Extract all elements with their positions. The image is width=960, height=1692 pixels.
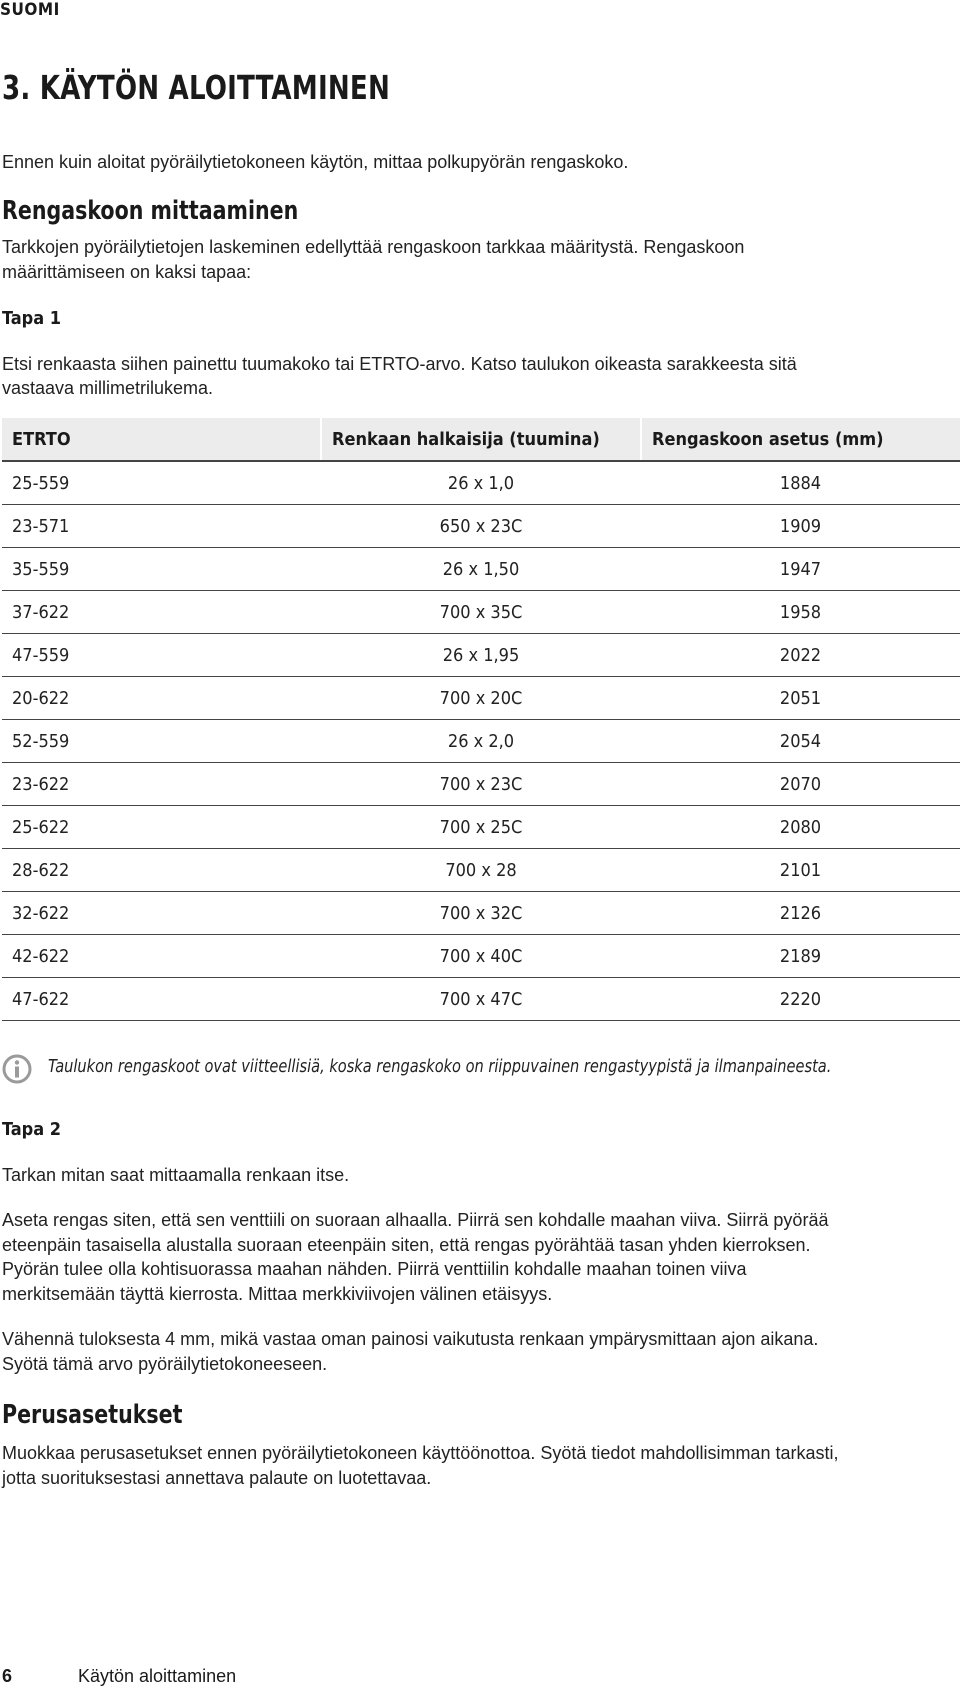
table-row [2,505,960,548]
table-header-row [2,418,960,461]
setting-cell: 1958 [641,591,960,634]
etrto-cell: 32-622 [2,892,321,935]
etrto-cell: 52-559 [2,720,321,763]
diameter-cell: 700 x 40C [321,935,641,978]
setting-cell: 2220 [641,978,960,1021]
diameter-cell: 26 x 1,95 [321,634,641,677]
diameter-cell: 26 x 1,50 [321,548,641,591]
etrto-cell: 23-571 [2,505,321,548]
table-row [2,548,960,591]
table-row [2,892,960,935]
method2-paragraph-line: Pyörän tulee olla kohtisuorassa maahan nähden. Piirrä venttiilin kohdalle maahan toinen viiva [2,1259,747,1279]
diameter-cell: 700 x 28 [321,849,641,892]
setting-cell: 1884 [641,461,960,505]
method2-paragraph-line: eteenpäin tasaisella alustalla suoraan eteenpäin siten, että rengas pyörähtää tasan yhden kierroksen. [2,1235,811,1255]
setting-cell: 2101 [641,849,960,892]
table-row [2,677,960,720]
method2-paragraph-line: Syötä tämä arvo pyöräilytietokoneeseen. [2,1354,328,1374]
column-header-setting: Rengaskoon asetus (mm) [641,418,960,461]
diameter-cell: 650 x 23C [321,505,641,548]
column-header-etrto: ETRTO [2,418,321,461]
method1-line: vastaava millimetrilukema. [2,378,214,398]
diameter-cell: 26 x 2,0 [321,720,641,763]
etrto-cell: 37-622 [2,591,321,634]
diameter-cell: 26 x 1,0 [321,461,641,505]
table-row [2,720,960,763]
setting-cell: 2051 [641,677,960,720]
etrto-cell: 23-622 [2,763,321,806]
table-row [2,461,960,505]
method2-paragraph-line: Aseta rengas siten, että sen venttiili on suoraan alhaalla. Piirrä sen kohdalle maahan viiva. Siirrä pyörää [2,1210,829,1230]
setting-cell: 2080 [641,806,960,849]
method1-line: Etsi renkaasta siihen painettu tuumakoko tai ETRTO-arvo. Katso taulukon oikeasta sarakkeesta sitä [2,354,797,374]
tire-size-table [2,418,960,1021]
page-title: 3. KÄYTÖN ALOITTAMINEN [2,68,390,107]
etrto-cell: 47-559 [2,634,321,677]
table-row [2,763,960,806]
section-heading-basic-settings: Perusasetukset [2,1400,183,1430]
diameter-cell: 700 x 47C [321,978,641,1021]
diameter-cell: 700 x 20C [321,677,641,720]
etrto-cell: 42-622 [2,935,321,978]
table-row [2,634,960,677]
setting-cell: 2054 [641,720,960,763]
setting-cell: 2189 [641,935,960,978]
info-note-text: Taulukon rengaskoot ovat viitteellisiä, koska rengaskoko on riippuvainen rengastyypistä ja ilmanpaineesta. [48,1056,832,1077]
setting-cell: 1909 [641,505,960,548]
etrto-cell: 20-622 [2,677,321,720]
setting-cell: 1947 [641,548,960,591]
intro-text: Ennen kuin aloitat pyöräilytietokoneen käytön, mittaa polkupyörän rengaskoko. [2,152,629,172]
diameter-cell: 700 x 32C [321,892,641,935]
section-paragraph-line: Muokkaa perusasetukset ennen pyöräilytietokoneen käyttöönottoa. Syötä tiedot mahdollisimman tarkasti, [2,1443,839,1463]
section-paragraph-line: Tarkkojen pyöräilytietojen laskeminen edellyttää rengaskoon tarkkaa määritystä. Rengaskoon [2,237,745,257]
table-row [2,591,960,634]
table-row [2,849,960,892]
footer-chapter-title: Käytön aloittaminen [78,1666,237,1686]
table-row [2,806,960,849]
table-row [2,978,960,1021]
etrto-cell: 25-559 [2,461,321,505]
method2-heading: Tapa 2 [2,1119,62,1140]
etrto-cell: 25-622 [2,806,321,849]
diameter-cell: 700 x 35C [321,591,641,634]
etrto-cell: 47-622 [2,978,321,1021]
method1-heading: Tapa 1 [2,308,62,329]
setting-cell: 2126 [641,892,960,935]
diameter-cell: 700 x 23C [321,763,641,806]
info-icon [2,1054,32,1084]
table-row [2,935,960,978]
diameter-cell: 700 x 25C [321,806,641,849]
page-number: 6 [2,1666,13,1686]
section-paragraph-line: jotta suorituksestasi annettava palaute on luotettavaa. [2,1468,432,1488]
etrto-cell: 35-559 [2,548,321,591]
setting-cell: 2070 [641,763,960,806]
language-label: SUOMI [0,0,60,20]
method2-paragraph: Tarkan mitan saat mittaamalla renkaan itse. [2,1165,350,1185]
etrto-cell: 28-622 [2,849,321,892]
section-heading-tire-size: Rengaskoon mittaaminen [2,196,299,226]
info-note [2,1052,960,1086]
section-paragraph-line: määrittämiseen on kaksi tapaa: [2,262,252,282]
method2-paragraph-line: Vähennä tuloksesta 4 mm, mikä vastaa oman painosi vaikutusta renkaan ympärysmittaan ajon aikana. [2,1329,819,1349]
setting-cell: 2022 [641,634,960,677]
method2-paragraph-line: merkitsemään täyttä kierrosta. Mittaa merkkiviivojen välinen etäisyys. [2,1284,553,1304]
column-header-diameter: Renkaan halkaisija (tuumina) [321,418,641,461]
